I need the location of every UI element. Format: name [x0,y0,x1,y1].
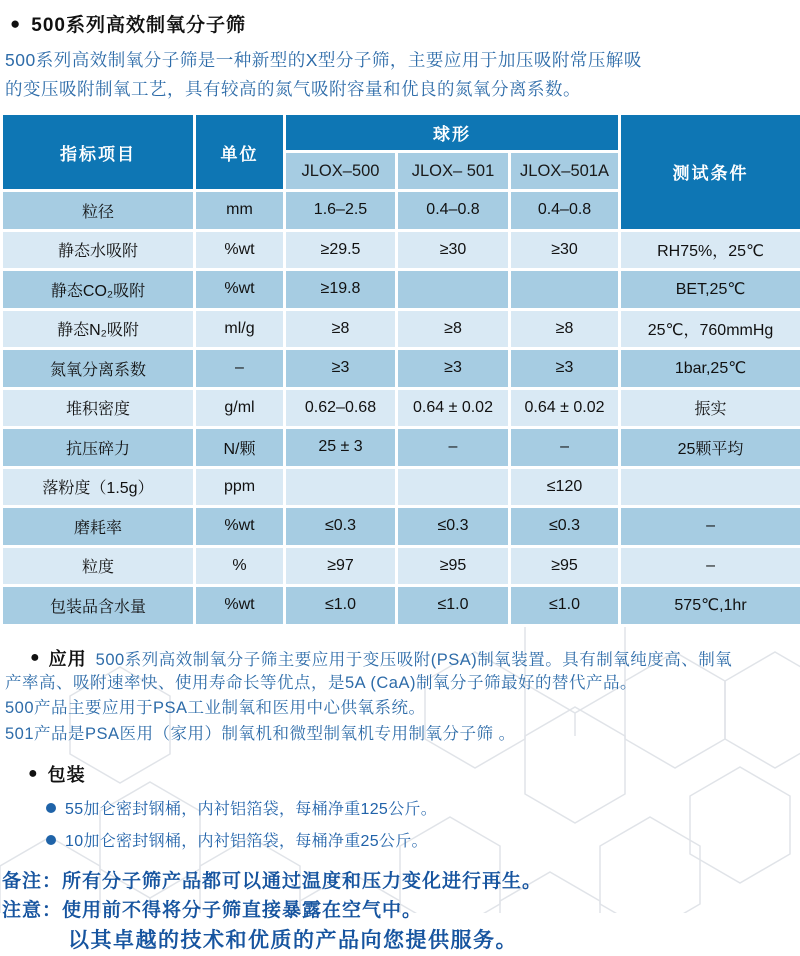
table-row-dust-rate [2,467,800,507]
cell-condition: 575℃,1hr [620,586,800,626]
cell-value: 1.6–2.5 [285,191,397,231]
cell-value: – [397,428,510,468]
cell-value: 0.62–0.68 [285,388,397,428]
cell-indicator: 静态N₂吸附 [2,309,195,349]
cell-value: ≥8 [285,309,397,349]
cell-value: ≥3 [285,349,397,389]
cell-value: ≤1.0 [285,586,397,626]
header-indicator: 指标项目 [2,114,195,191]
table-row-static-co2 [2,270,800,310]
packaging-item-text: 55加仑密封钢桶，内衬铝箔袋，每桶净重125公斤。 [65,796,437,819]
cell-condition: – [620,546,800,586]
cell-unit: %wt [195,586,285,626]
table-row-granularity [2,546,800,586]
cell-condition: 1bar,25℃ [620,349,800,389]
list-bullet-icon [46,835,56,845]
cell-unit: %wt [195,507,285,547]
intro-line-1: 500系列高效制氧分子筛是一种新型的X型分子筛，主要应用于加压吸附常压解吸 [5,46,800,75]
cell-indicator: 静态水吸附 [2,230,195,270]
cell-unit: N/颗 [195,428,285,468]
cell-indicator: 堆积密度 [2,388,195,428]
table-row-static-water [2,230,800,270]
cell-unit: % [195,546,285,586]
cell-unit: g/ml [195,388,285,428]
cell-condition: 25颗平均 [620,428,800,468]
packaging-item [46,828,800,851]
table-header-row-1 [2,114,800,152]
cell-value: 0.64 ± 0.02 [397,388,510,428]
cell-value: ≥30 [397,230,510,270]
application-bullet-icon: ● [30,649,40,667]
cell-value: ≥97 [285,546,397,586]
cell-unit: ppm [195,467,285,507]
remark-label: 备注： [2,871,62,892]
table-row-package-moisture [2,586,800,626]
closing-slogan: 以其卓越的技术和优质的产品向您提供服务。 [68,925,800,956]
application-intro-text: 500系列高效制氧分子筛主要应用于变压吸附(PSA)制氧装置。具有制氧纯度高、制氧 [96,646,733,670]
intro-paragraph [5,46,800,104]
cell-value: 25 ± 3 [285,428,397,468]
cell-value: ≥19.8 [285,270,397,310]
header-test-condition: 测试条件 [620,114,800,231]
cell-indicator: 落粉度（1.5g） [2,467,195,507]
packaging-heading: 包装 [48,761,86,787]
page-title-row [0,0,800,37]
application-line: 501产品是PSA医用（家用）制氧机和微型制氧机专用制氧分子筛 。 [5,722,800,748]
intro-line-2: 的变压吸附制氧工艺，具有较高的氮气吸附容量和优良的氮氧分离系数。 [5,75,800,104]
notes-section [2,867,800,956]
cell-indicator: 氮氧分离系数 [2,349,195,389]
application-section [0,645,800,748]
table-row-bulk-density [2,388,800,428]
cell-condition: 25℃，760mmHg [620,309,800,349]
cell-unit: ml/g [195,309,285,349]
spec-table [0,112,800,627]
cell-value: ≥29.5 [285,230,397,270]
cell-value [397,270,510,310]
header-model-jlox501a: JLOX–501A [510,152,620,191]
cell-value: ≤0.3 [397,507,510,547]
caution-label: 注意： [2,900,62,921]
cell-value: ≤1.0 [510,586,620,626]
packaging-bullet-icon: ● [28,765,38,783]
cell-value: ≥8 [510,309,620,349]
cell-indicator: 磨耗率 [2,507,195,547]
table-row-crush-strength [2,428,800,468]
cell-value: ≥95 [397,546,510,586]
cell-condition [620,467,800,507]
caution-text: 使用前不得将分子筛直接暴露在空气中。 [62,900,422,921]
table-row-static-n2 [2,309,800,349]
cell-value: ≥3 [397,349,510,389]
cell-value: 0.64 ± 0.02 [510,388,620,428]
application-line: 500产品主要应用于PSA工业制氧和医用中心供氧系统。 [5,696,800,722]
header-model-jlox500: JLOX–500 [285,152,397,191]
cell-value [397,467,510,507]
header-unit: 单位 [195,114,285,191]
cell-indicator: 包装品含水量 [2,586,195,626]
cell-value: ≥30 [510,230,620,270]
cell-value: 0.4–0.8 [397,191,510,231]
caution-line [2,896,800,925]
cell-condition: 振实 [620,388,800,428]
cell-value: ≥95 [510,546,620,586]
cell-unit: – [195,349,285,389]
application-heading: 应用 [49,645,87,671]
packaging-section [0,761,800,851]
header-group-spherical: 球形 [285,114,620,152]
title-bullet-icon: ● [10,15,20,32]
packaging-item-text: 10加仑密封钢桶，内衬铝箔袋，每桶净重25公斤。 [65,828,428,851]
cell-value: – [510,428,620,468]
cell-indicator: 抗压碎力 [2,428,195,468]
remark-text: 所有分子筛产品都可以通过温度和压力变化进行再生。 [62,871,542,892]
cell-value: ≥3 [510,349,620,389]
list-bullet-icon [46,803,56,813]
cell-value: ≤0.3 [285,507,397,547]
packaging-item [46,796,800,819]
cell-value [510,270,620,310]
remark-line [2,867,800,896]
table-row-attrition [2,507,800,547]
page-title: 500系列高效制氧分子筛 [31,10,246,37]
cell-condition: – [620,507,800,547]
cell-unit: mm [195,191,285,231]
cell-indicator: 静态CO₂吸附 [2,270,195,310]
cell-value: ≤0.3 [510,507,620,547]
cell-value: ≤1.0 [397,586,510,626]
cell-unit: %wt [195,270,285,310]
table-row-n2-o2-separation [2,349,800,389]
application-line: 产率高、吸附速率快、使用寿命长等优点，是5A (CaA)制氧分子筛最好的替代产品。 [5,671,800,697]
cell-value [285,467,397,507]
cell-indicator: 粒径 [2,191,195,231]
cell-value: 0.4–0.8 [510,191,620,231]
cell-condition: BET,25℃ [620,270,800,310]
cell-indicator: 粒度 [2,546,195,586]
cell-unit: %wt [195,230,285,270]
cell-value: ≤120 [510,467,620,507]
cell-condition: RH75%，25℃ [620,230,800,270]
header-model-jlox501: JLOX– 501 [397,152,510,191]
cell-value: ≥8 [397,309,510,349]
